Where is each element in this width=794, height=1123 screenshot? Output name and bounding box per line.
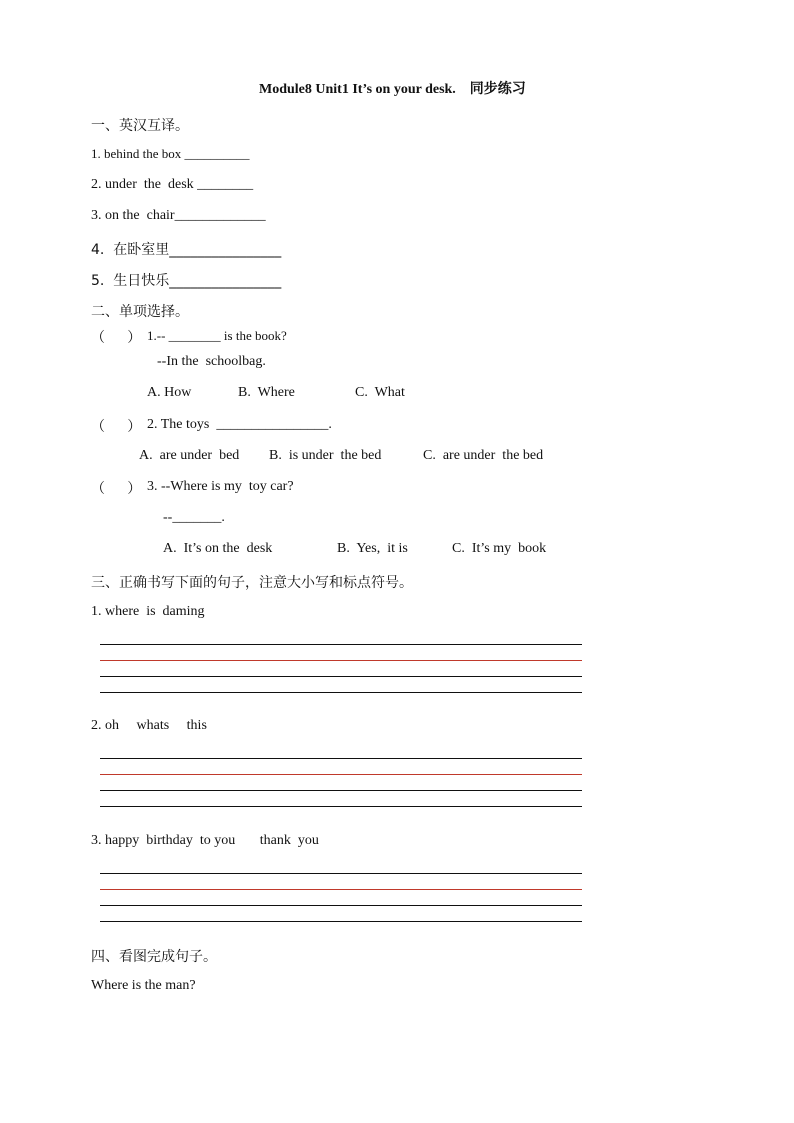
translation-item-3: 3. on the chair_____________ (91, 208, 266, 223)
question-2-text: 2. The toys ________________. (147, 417, 332, 432)
question-3-text: 3. --Where is my toy car? (147, 479, 294, 494)
question-1-text: 1.-- ________ is the book? (147, 328, 287, 343)
writing-line (100, 676, 582, 677)
writing-line (100, 806, 582, 807)
writing-line (100, 905, 582, 906)
question-1-option-b: B. Where (238, 385, 295, 400)
writing-line (100, 758, 582, 759)
page-title: Module8 Unit1 It’s on your desk. 同步练习 (259, 82, 526, 97)
translation-item-4: 4. 在卧室里________________ (91, 242, 282, 258)
sentence-2-text: 2. oh whats this (91, 718, 207, 733)
sentence-1-text: 1. where is daming (91, 604, 205, 619)
writing-line (100, 790, 582, 791)
translation-item-2: 2. under the desk ________ (91, 177, 254, 192)
writing-guide-line (100, 889, 582, 890)
question-2-option-c: C. are under the bed (423, 448, 544, 463)
question-3-dialogue: --_______. (163, 510, 225, 525)
question-3-option-a: A. It’s on the desk (163, 541, 273, 556)
section-1-heading: 一、英汉互译。 (91, 118, 189, 134)
translation-item-1: 1. behind the box __________ (91, 146, 250, 161)
writing-line (100, 873, 582, 874)
section-2-heading: 二、单项选择。 (91, 304, 189, 320)
writing-line (100, 644, 582, 645)
writing-line (100, 921, 582, 922)
question-3-option-c: C. It’s my book (452, 541, 547, 556)
question-3-option-b: B. Yes, it is (337, 541, 408, 556)
translation-item-5: 5. 生日快乐________________ (91, 273, 282, 289)
question-1-option-a: A. How (147, 385, 192, 400)
writing-guide-line (100, 660, 582, 661)
answer-bracket-1: （ ） (91, 330, 142, 346)
picture-question: Where is the man? (91, 978, 196, 993)
section-4-heading: 四、看图完成句子。 (91, 949, 217, 965)
section-3-heading: 三、正确书写下面的句子，注意大小写和标点符号。 (91, 575, 413, 591)
writing-line (100, 692, 582, 693)
question-2-option-b: B. is under the bed (269, 448, 382, 463)
question-1-dialogue: --In the schoolbag. (157, 354, 266, 369)
answer-bracket-3: （ ） (91, 481, 142, 497)
sentence-3-text: 3. happy birthday to you thank you (91, 833, 319, 848)
writing-guide-line (100, 774, 582, 775)
question-2-option-a: A. are under bed (139, 448, 240, 463)
question-1-option-c: C. What (355, 385, 405, 400)
answer-bracket-2: （ ） (91, 419, 142, 435)
